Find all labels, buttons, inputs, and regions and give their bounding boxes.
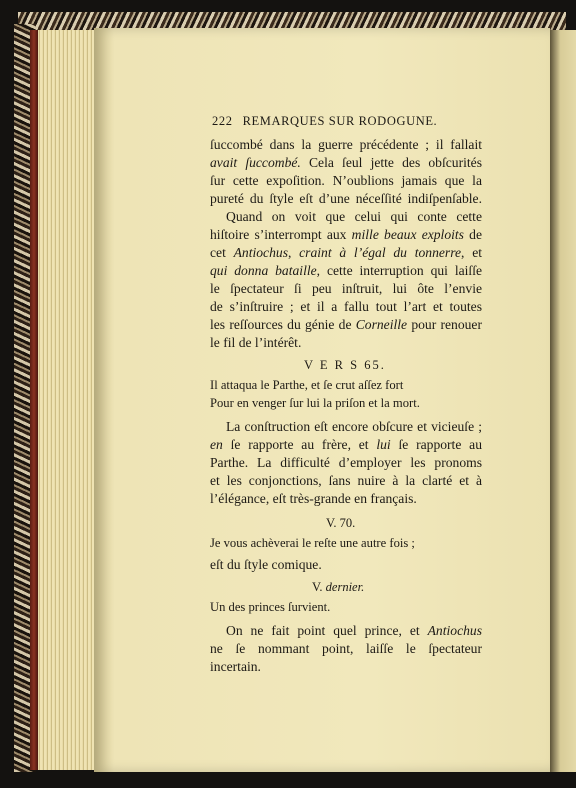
text-line: hiſtoire s’interrompt aux mille beaux exploits de (210, 227, 483, 242)
text-line (210, 154, 482, 172)
verse-line: Il attaqua le Parthe, et ſe crut aſſez fort (210, 378, 404, 392)
text-fragment: Cela ſeul jette des obſcurités (300, 155, 482, 170)
text-line: cet Antiochus, craint à l’égal du tonnerre, et (210, 245, 483, 260)
text-line: le fil de l’intérêt. (210, 335, 302, 350)
text-line: le ſpectateur ſi peu inſtruit, lui ôte l’envie (210, 281, 482, 296)
text-line: Parthe. La difficulté d’employer les pronoms (210, 455, 482, 470)
text-line: incertain. (210, 659, 261, 674)
text-line: La conſtruction eſt encore obſcure et vicieuſe ; (226, 419, 482, 434)
verse-line: Pour en venger ſur lui la priſon et la mort. (210, 396, 420, 410)
italic-phrase: avait ſuccombé. (210, 155, 301, 170)
text-line: Quand on voit que celui qui conte cette (226, 209, 482, 224)
running-title: REMARQUES SUR RODOGUNE. (242, 114, 438, 128)
text-line: qui donna bataille, cette interruption qui laiſſe (210, 263, 483, 278)
text-line: de s’inſtruire ; et il a fallu tout l’art et toutes (210, 299, 482, 314)
text-line: On ne fait point quel prince, et Antiochus (226, 623, 482, 638)
verse-line: Je vous achèverai le reſte une autre fois ; (210, 536, 415, 550)
text-line: pureté du ſtyle eſt d’une néceſſité indiſpenſable. (210, 191, 482, 206)
section-heading (312, 578, 364, 596)
text-line: l’élégance, eſt très-grande en français. (210, 491, 417, 506)
text-line: les reſſources du génie de Corneille pour renouer (210, 317, 482, 332)
heading-italic-word: dernier. (325, 580, 365, 594)
section-heading: V E R S 65. (304, 358, 386, 372)
section-heading: V. 70. (326, 516, 356, 530)
book-spine (30, 30, 38, 770)
text-line: ne ſe nommant point, laiſſe le ſpectateur (210, 641, 482, 656)
running-header (212, 114, 484, 129)
page-number: 222 (212, 114, 233, 128)
verse-line: Un des princes ſurvient. (210, 600, 331, 614)
text-line: ſur cette expoſition. N’oublions jamais que la (210, 173, 482, 188)
text-line: en ſe rapporte au frère, et lui ſe rapporte au (210, 437, 482, 452)
facing-page-edge (550, 30, 576, 772)
page-stack-edge (38, 30, 98, 770)
text-line: et les conjonctions, ſans nuire à la clarté et à (210, 473, 482, 488)
text-line: ſuccombé dans la guerre précédente ; il fallait (210, 137, 482, 152)
text-line: eſt du ſtyle comique. (210, 557, 322, 572)
heading-prefix: V. (312, 580, 326, 594)
